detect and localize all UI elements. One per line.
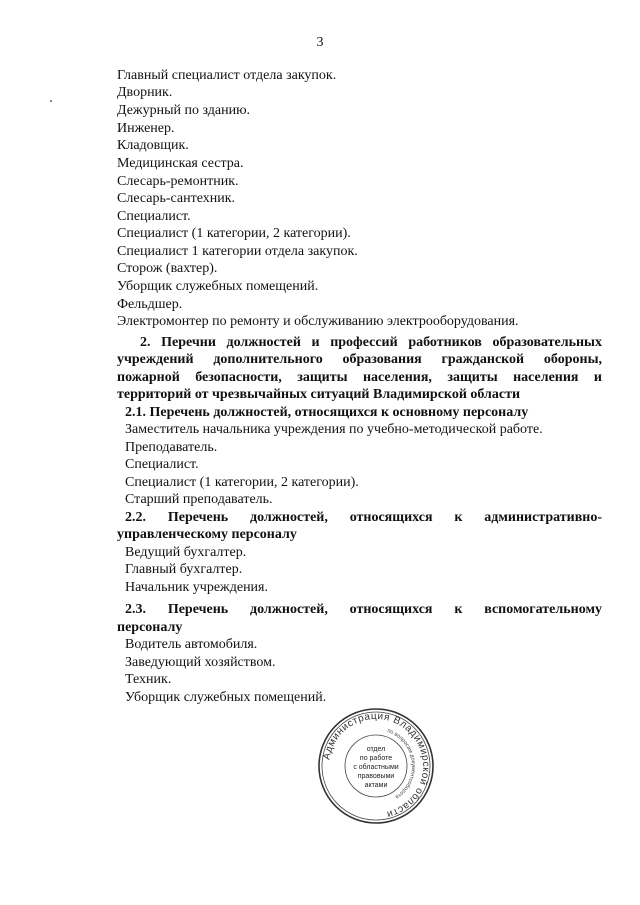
list-item: Старший преподаватель. (125, 492, 273, 507)
stamp-center-line: актами (364, 782, 388, 789)
list-item: Заведующий хозяйством. (125, 655, 276, 670)
subsection-heading: персоналу (117, 620, 183, 635)
list-item: Специалист. (125, 457, 199, 472)
list-item: Специалист 1 категории отдела закупок. (117, 244, 358, 259)
stamp-ring-text: Администрация Владимирской области (321, 710, 432, 820)
list-item: Медицинская сестра. (117, 156, 244, 171)
list-item: Кладовщик. (117, 138, 189, 153)
list-item: Дворник. (117, 85, 173, 100)
list-item: Техник. (125, 672, 172, 687)
list-item: Слесарь-сантехник. (117, 191, 236, 206)
list-item: Слесарь-ремонтник. (117, 174, 239, 189)
stamp-center-line: отдел (366, 746, 386, 753)
list-item: Инженер. (117, 121, 175, 136)
section-heading-line: территорий от чрезвычайных ситуаций Владимирской области (117, 387, 521, 402)
subsection-heading: управленческому персоналу (117, 527, 297, 542)
list-item: Сторож (вахтер). (117, 261, 218, 276)
stamp-center-line: с областными (353, 764, 399, 771)
page-number: 3 (316, 35, 324, 50)
list-item: Главный бухгалтер. (125, 562, 243, 577)
section-heading-line: 2. Перечни должностей и профессий работников образовательных (140, 335, 602, 350)
list-item: Преподаватель. (125, 440, 218, 455)
list-item: Заместитель начальника учреждения по учебно-методической работе. (125, 422, 543, 437)
list-item: Дежурный по зданию. (117, 103, 251, 118)
list-item: Электромонтер по ремонту и обслуживанию электрооборудования. (117, 314, 519, 329)
subsection-heading: 2.2. Перечень должностей, относящихся к административно- (125, 510, 602, 525)
list-item: Главный специалист отдела закупок. (117, 68, 337, 83)
list-item: Ведущий бухгалтер. (125, 545, 247, 560)
stamp-center-line: правовыми (357, 773, 395, 780)
list-item: Специалист (1 категории, 2 категории). (117, 226, 351, 241)
section-heading-line: пожарной безопасности, защиты населения, защиты населения и (117, 370, 602, 385)
section-heading-line: учреждений дополнительного образования гражданской обороны, (117, 352, 602, 367)
list-item: Уборщик служебных помещений. (117, 279, 319, 294)
stamp-inner-ring-text: по вопросам документооборота (386, 727, 417, 800)
list-item: Специалист (1 категории, 2 категории). (125, 475, 359, 490)
list-item: Водитель автомобиля. (125, 637, 258, 652)
subsection-heading: 2.3. Перечень должностей, относящихся к вспомогательному (125, 602, 602, 617)
official-stamp (316, 706, 436, 826)
stamp-center-line: по работе (359, 755, 393, 762)
list-item: Уборщик служебных помещений. (125, 690, 327, 705)
list-item: Специалист. (117, 209, 191, 224)
subsection-heading: 2.1. Перечень должностей, относящихся к основному персоналу (125, 405, 529, 420)
list-item: Начальник учреждения. (125, 580, 268, 595)
list-item: Фельдшер. (117, 297, 183, 312)
stamp-seal-graphic (316, 706, 436, 826)
scan-speck (50, 100, 52, 102)
